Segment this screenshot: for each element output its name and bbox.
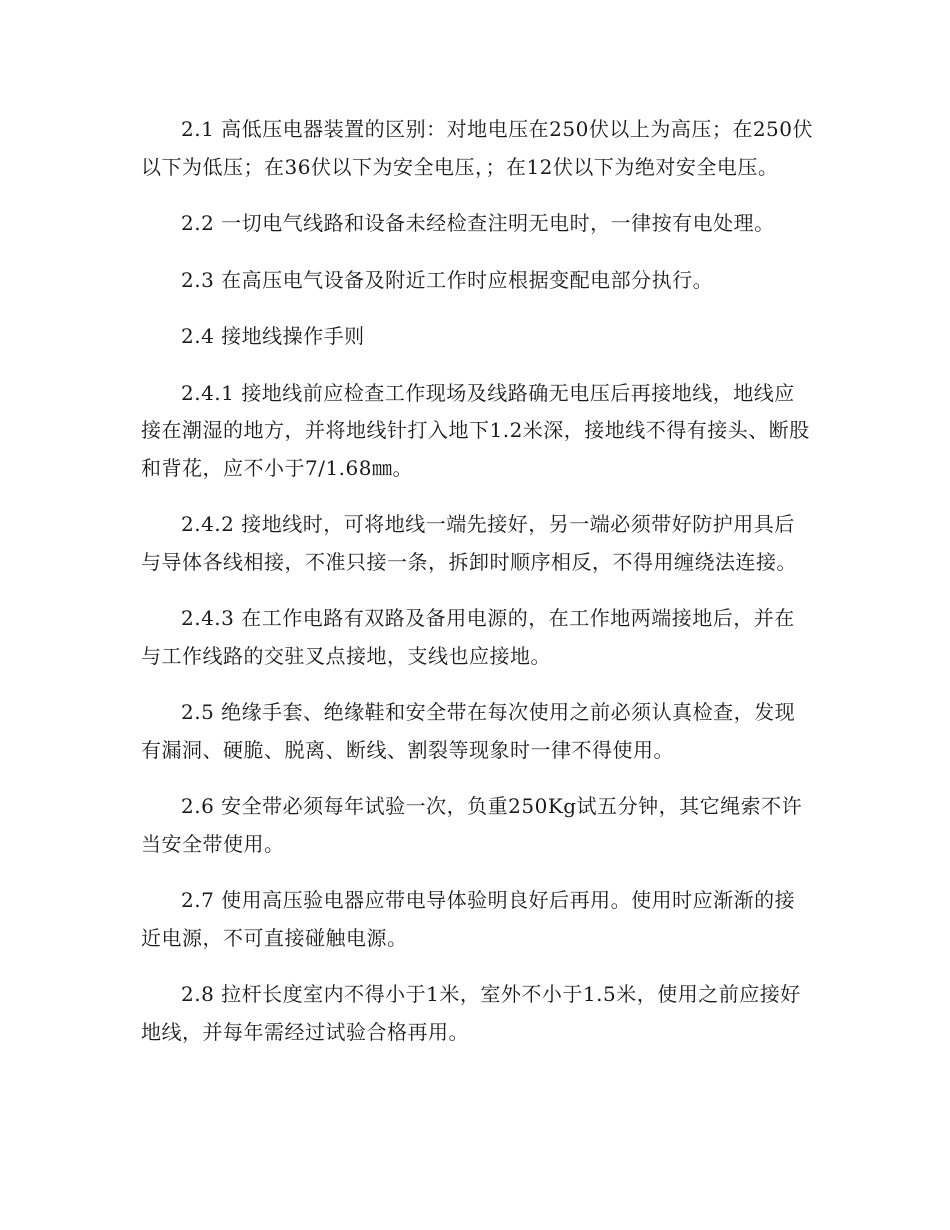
paragraph-2-1: 2.1 高低压电器装置的区别：对地电压在250伏以上为高压；在250伏以下为低压；在36伏以下为安全电压，；在12伏以下为绝对安全电压。 xyxy=(141,117,814,179)
paragraph-2-4-2: 2.4.2 接地线时，可将地线一端先接好，另一端必须带好防护用具后与导体各线相接，不准只接一条，拆卸时顺序相反，不得用缠绕法连接。 xyxy=(141,512,797,574)
paragraph-2-5: 2.5 绝缘手套、绝缘鞋和安全带在每次使用之前必须认真检查，发现有漏洞、硬脆、脱离、断线、割裂等现象时一律不得使用。 xyxy=(141,700,796,762)
paragraph-2-7: 2.7 使用高压验电器应带电导体验明良好后再用。使用时应渐渐的接近电源，不可直接碰触电源。 xyxy=(141,888,796,950)
paragraph-2-4-3: 2.4.3 在工作电路有双路及备用电源的，在工作地两端接地后，并在与工作线路的交驻叉点接地，支线也应接地。 xyxy=(141,606,795,668)
document-body xyxy=(141,111,813,1070)
paragraph-2-4: 2.4 接地线操作手则 xyxy=(181,324,365,348)
paragraph-2-2: 2.2 一切电气线路和设备未经检查注明无电时，一律按有电处理。 xyxy=(181,211,775,235)
paragraph-2-3: 2.3 在高压电气设备及附近工作时应根据变配电部分执行。 xyxy=(181,267,714,292)
paragraph-2-8: 2.8 拉杆长度室内不得小于1米，室外不小于1.5米，使用之前应接好地线，并每年需经过试验合格再用。 xyxy=(141,982,801,1044)
paragraph-2-4-1: 2.4.1 接地线前应检查工作现场及线路确无电压后再接地线，地线应接在潮湿的地方，并将地线针打入地下1.2米深，接地线不得有接头、断股和背花，应不小于7/1.68㎜。 xyxy=(141,380,810,480)
paragraph-2-6: 2.6 安全带必须每年试验一次，负重250Kg试五分钟，其它绳索不许当安全带使用。 xyxy=(141,794,803,856)
